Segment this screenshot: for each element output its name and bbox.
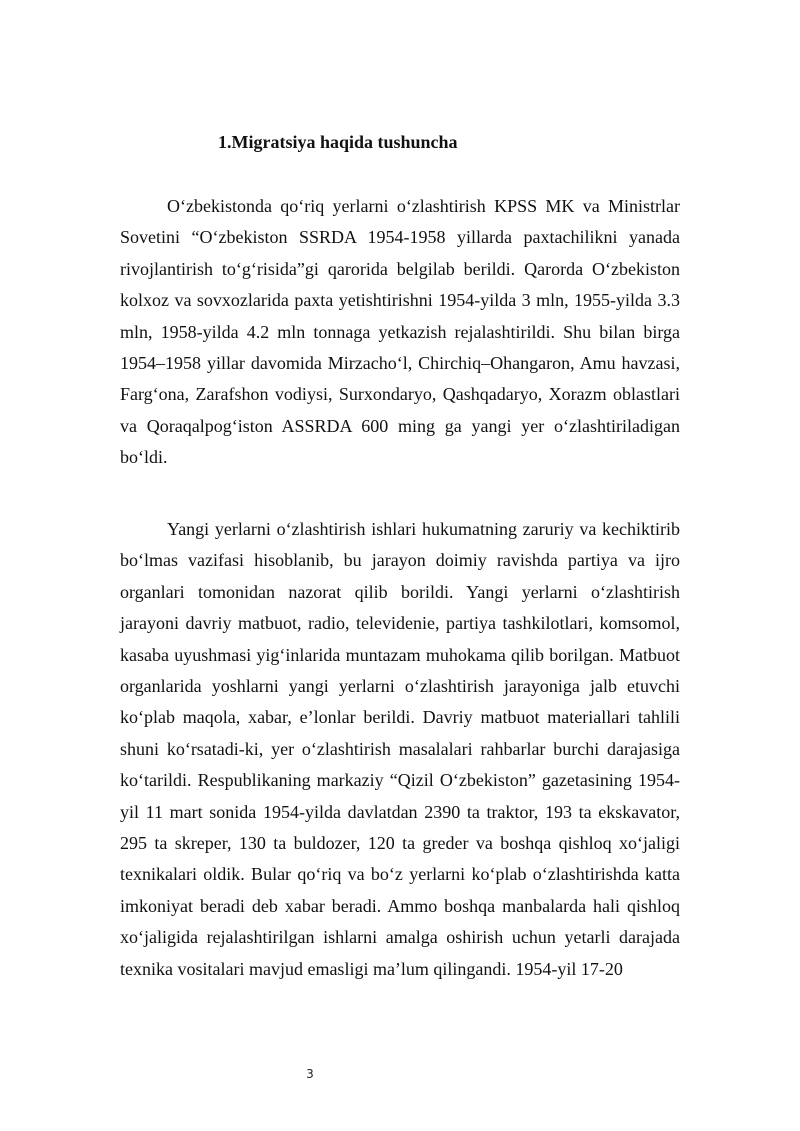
page-number: 3 <box>306 1067 314 1081</box>
paragraph-land-development-decree: O‘zbekistonda qo‘riq yerlarni o‘zlashtirish KPSS MK va Ministrlar Sovetini “O‘zbekiston SSRDA 1954-1958 yillarda paxtachilikni yanada rivojlantirish to‘g‘risida”gi qarorida belgilab berildi. Qarorda O‘zbekiston kolxoz va sovxozlarida paxta yetishtirishni 1954-yilda 3 mln, 1955-yilda 3.3 mln, 1958-yilda 4.2 mln tonnaga yetkazish rejalashtirildi. Shu bilan birga 1954–1958 yillar davomida Mirzacho‘l, Chirchiq–Ohangaron, Amu havzasi, Farg‘ona, Zarafshon vodiysi, Surxondaryo, Qashqadaryo, Xorazm oblastlari va Qoraqalpog‘iston ASSRDA 600 ming ga yangi yer o‘zlashtiriladigan bo‘ldi. <box>120 196 680 468</box>
paragraph-new-lands-press-coverage: Yangi yerlarni o‘zlashtirish ishlari hukumatning zaruriy va kechiktirib bo‘lmas vazifasi hisoblanib, bu jarayon doimiy ravishda partiya va ijro organlari tomonidan nazorat qilib borildi. Yangi yerlarni o‘zlashtirish jarayoni davriy matbuot, radio, televidenie, partiya tashkilotlari, komsomol, kasaba uyushmasi yig‘inlarida muntazam muhokama qilib borilgan. Matbuot organlarida yoshlarni yangi yerlarni o‘zlashtirish jarayoniga jalb etuvchi ko‘plab maqola, xabar, e’lonlar berildi. Davriy matbuot materiallari tahlili shuni ko‘rsatadi-ki, yer o‘zlashtirish masalalari rahbarlar burchi darajasiga ko‘tarildi. Respublikaning markaziy “Qizil O‘zbekiston” gazetasining 1954-yil 11 mart sonida 1954-yilda davlatdan 2390 ta traktor, 193 ta ekskavator, 295 ta skreper, 130 ta buldozer, 120 ta greder va boshqa qishloq xo‘jaligi texnikalari oldik. Bular qo‘riq va bo‘z yerlarni ko‘plab o‘zlashtirishda katta imkoniyat beradi deb xabar beradi. Ammo boshqa manbalarda hali qishloq xo‘jaligida rejalashtirilgan ishlarni amalga oshirish uchun yetarli darajada texnika vositalari mavjud emasligi ma’lum qilingandi. 1954-yil 17-20 <box>120 519 680 979</box>
section-heading: 1.Migratsiya haqida tushuncha <box>218 132 458 152</box>
